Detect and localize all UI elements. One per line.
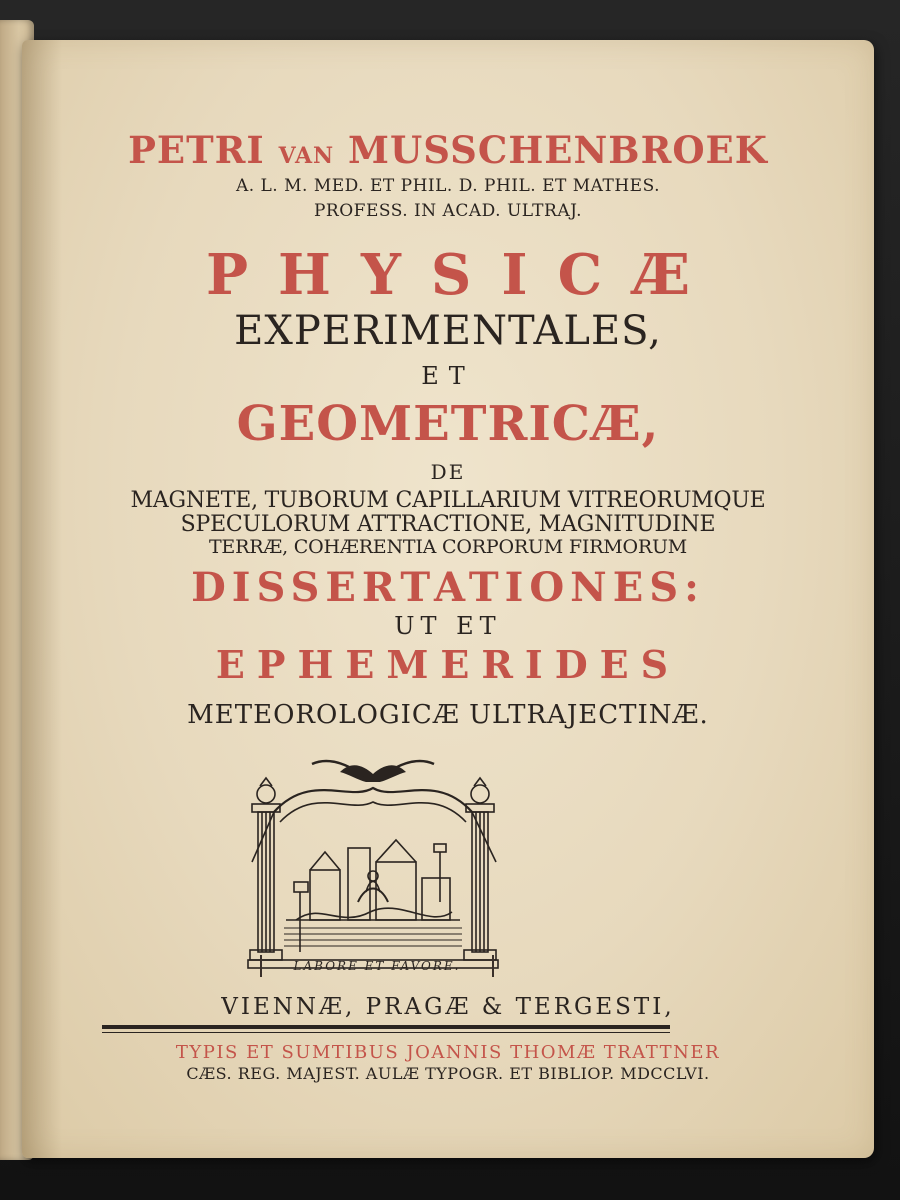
author-surname: MUSSCHENBROEK bbox=[348, 128, 768, 172]
title-dissertationes: DISSERTATIONES: bbox=[191, 564, 705, 611]
author-name bbox=[22, 128, 874, 172]
imprint-thin-rule bbox=[102, 1032, 670, 1033]
title-meteorologicae: METEOROLOGICÆ ULTRAJECTINÆ. bbox=[187, 700, 709, 730]
title-experimentales: EXPERIMENTALES, bbox=[234, 308, 662, 354]
author-particle: VAN bbox=[278, 143, 335, 169]
imprint-thick-rule bbox=[102, 1025, 670, 1029]
imprint-place: VIENNÆ, PRAGÆ & TERGESTI, bbox=[221, 994, 675, 1020]
author-first-name: PETRI bbox=[128, 128, 265, 172]
subjects-line-3: TERRÆ, COHÆRENTIA CORPORUM FIRMORUM bbox=[208, 536, 688, 558]
subjects-line-2: SPECULORUM ATTRACTIONE, MAGNITUDINE bbox=[180, 512, 716, 537]
title-ut-et: UT ET bbox=[394, 612, 502, 640]
author-professorship: PROFESS. IN ACAD. ULTRAJ. bbox=[313, 201, 582, 221]
imprint-printer: TYPIS ET SUMTIBUS JOANNIS THOMÆ TRATTNER bbox=[175, 1042, 721, 1063]
imprint-privilege-date: CÆS. REG. MAJEST. AULÆ TYPOGR. ET BIBLIOP. MDCCLVI. bbox=[186, 1064, 710, 1083]
title-conjunction-et: ET bbox=[421, 362, 475, 390]
device-motto: LABORE ET FAVORE. bbox=[260, 955, 494, 977]
title-ephemerides: EPHEMERIDES bbox=[215, 642, 681, 687]
title-page bbox=[22, 40, 874, 1158]
main-title: PHYSICÆ bbox=[205, 242, 721, 308]
author-degrees: A. L. M. MED. ET PHIL. D. PHIL. ET MATHES. bbox=[235, 176, 661, 196]
printers-device-vignette bbox=[240, 752, 506, 980]
subjects-line-1: MAGNETE, TUBORUM CAPILLARIUM VITREORUMQUE bbox=[130, 488, 766, 513]
title-geometricae: GEOMETRICÆ, bbox=[236, 396, 660, 452]
title-preposition-de: DE bbox=[430, 460, 466, 484]
